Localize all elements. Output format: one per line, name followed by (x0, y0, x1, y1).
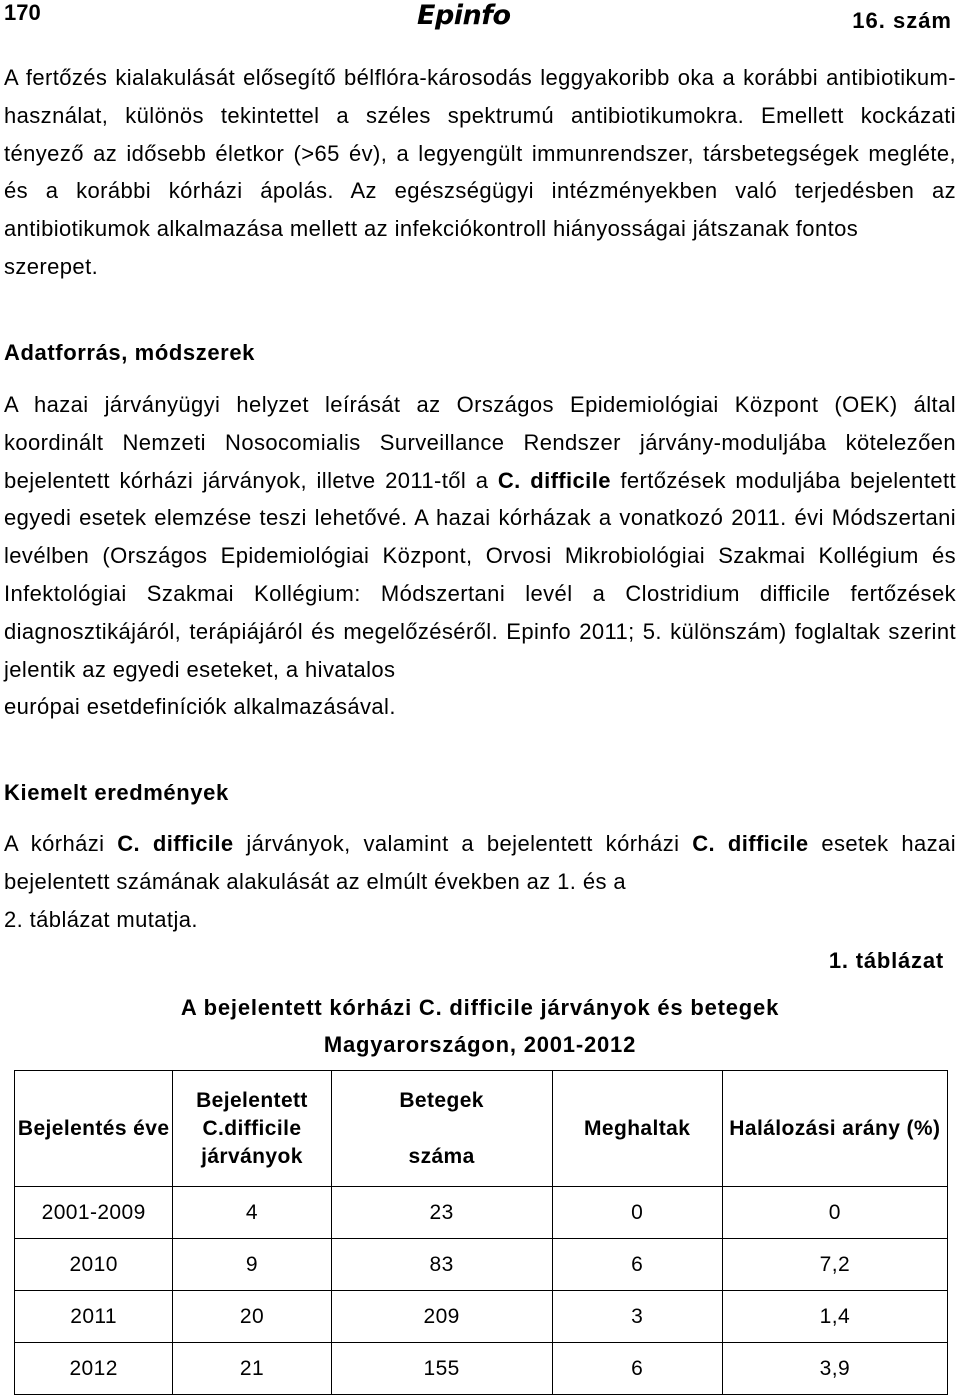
methods-text-part1: A hazai járványügyi helyzet leírását az Országos Epidemiológiai Központ (OEK) által koordinált Nemzeti Nosocomialis Surveillance Rendszer járvány-moduljába kötelezően bejelentett kórházi járványok, illetve 2011-től a (4, 392, 956, 493)
results-bold-term-2: C. difficile (692, 831, 809, 856)
page-header (0, 0, 960, 42)
cell-outbreaks: 4 (173, 1187, 331, 1239)
results-paragraph (4, 825, 956, 938)
cell-deaths: 6 (552, 1239, 722, 1291)
methods-heading: Adatforrás, módszerek (4, 340, 256, 365)
cell-outbreaks: 21 (173, 1343, 331, 1395)
issue-number: 16. szám (852, 8, 952, 33)
results-text-part3: esetek hazai bejelentett számának alakulását az elmúlt években az 1. és a (4, 831, 956, 894)
methods-paragraph (4, 386, 956, 726)
table-row (15, 1187, 948, 1239)
intro-paragraph (4, 59, 956, 286)
cell-mortality: 0 (722, 1187, 947, 1239)
table-row (15, 1291, 948, 1343)
results-last-line: 2. táblázat mutatja. (4, 906, 198, 932)
methods-last-line: európai esetdefiníciók alkalmazásával. (4, 694, 396, 720)
table-title-line-2: Magyarországon, 2001-2012 (323, 1032, 637, 1057)
table-label: 1. táblázat (828, 948, 944, 973)
results-text-part1: A kórházi (4, 831, 105, 856)
cell-patients: 23 (331, 1187, 552, 1239)
cell-year: 2010 (15, 1239, 173, 1291)
cell-year: 2011 (15, 1291, 173, 1343)
cell-mortality: 1,4 (722, 1291, 947, 1343)
results-bold-term-1: C. difficile (117, 831, 234, 856)
header-deaths: Meghaltak (552, 1071, 722, 1187)
outbreak-table (14, 1070, 948, 1395)
epinfo-logo: Epinfo (417, 0, 511, 31)
page-number: 170 (4, 0, 41, 25)
cell-deaths: 0 (552, 1187, 722, 1239)
cell-patients: 209 (331, 1291, 552, 1343)
header-outbreaks: Bejelentett C.difficile járványok (173, 1071, 331, 1187)
cell-outbreaks: 9 (173, 1239, 331, 1291)
cell-outbreaks: 20 (173, 1291, 331, 1343)
table-header-row (15, 1071, 948, 1187)
header-count-label: száma (408, 1144, 475, 1168)
cell-patients: 155 (331, 1343, 552, 1395)
intro-text: A fertőzés kialakulását elősegítő bélflóra-károsodás leggyakoribb oka a korábbi antibiotikum-használat, különös tekintettel a széles spektrumú antibiotikumokra. Emellett kockázati tényező az idősebb életkor (>65 év), a legyengült immunrendszer, társbetegségek megléte, és a korábbi kórházi ápolás. Az egészségügyi intézményekben való terjedésben az antibiotikumok alkalmazása mellett az infekciókontroll hiányosságai játszanak fontos (4, 65, 956, 242)
intro-last-line: szerepet. (4, 253, 99, 279)
header-mortality: Halálozási arány (%) (722, 1071, 947, 1187)
table-title-line-1: A bejelentett kórházi C. difficile járványok és betegek (180, 995, 780, 1020)
results-text-part2: járványok, valamint a bejelentett kórházi (246, 831, 680, 856)
header-patients-label: Betegek (399, 1088, 484, 1112)
cell-deaths: 3 (552, 1291, 722, 1343)
header-year: Bejelentés éve (15, 1071, 173, 1187)
table-row (15, 1343, 948, 1395)
cell-patients: 83 (331, 1239, 552, 1291)
results-heading: Kiemelt eredmények (4, 780, 229, 805)
cell-mortality: 7,2 (722, 1239, 947, 1291)
methods-bold-term: C. difficile (497, 467, 611, 493)
cell-deaths: 6 (552, 1343, 722, 1395)
table-row (15, 1239, 948, 1291)
header-patients (331, 1071, 552, 1187)
methods-text-part2: fertőzések moduljába bejelentett egyedi esetek elemzése teszi lehetővé. A hazai kórházak a vonatkozó 2011. évi Módszertani levélben (Országos Epidemiológiai Központ, Orvosi Mikrobiológiai Szakmai Kollégium és Infektológiai Szakmai Kollégium: Módszertani levél a Clostridium difficile fertőzések diagnosztikájáról, terápiájáról és megelőzéséről. Epinfo 2011; 5. különszám) foglaltak szerint jelentik az egyedi eseteket, a hivatalos (4, 467, 956, 682)
cell-year: 2001-2009 (15, 1187, 173, 1239)
cell-mortality: 3,9 (722, 1343, 947, 1395)
cell-year: 2012 (15, 1343, 173, 1395)
